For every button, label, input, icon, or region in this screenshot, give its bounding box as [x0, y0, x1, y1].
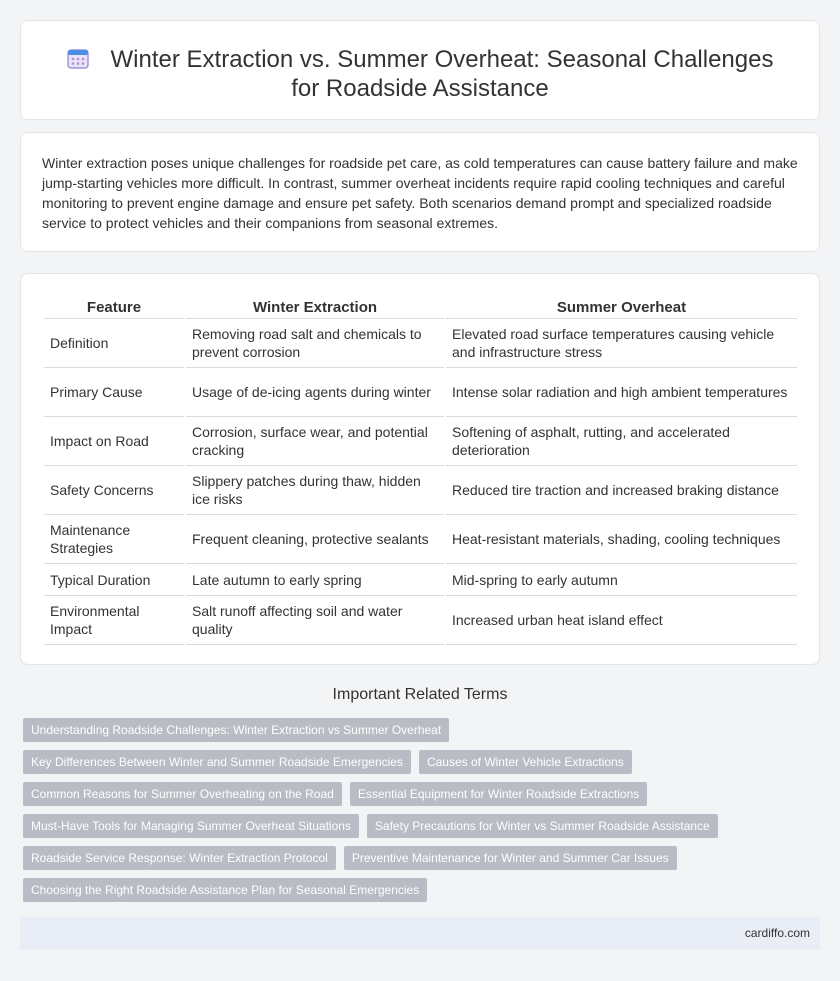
header-winter-extraction: Winter Extraction [186, 295, 444, 319]
related-term-tag[interactable]: Safety Precautions for Winter vs Summer Roadside Assistance [367, 814, 718, 838]
page-title-wrap [21, 45, 819, 103]
table-row [44, 417, 797, 466]
related-term-tag[interactable]: Choosing the Right Roadside Assistance Plan for Seasonal Emergencies [23, 878, 427, 902]
header-summer-overheat: Summer Overheat [446, 295, 797, 319]
table-cell: Intense solar radiation and high ambient temperatures [446, 368, 797, 417]
calendar-icon [67, 47, 89, 69]
table-row [44, 319, 797, 368]
related-term-tag[interactable]: Causes of Winter Vehicle Extractions [419, 750, 632, 774]
table-cell: Environmental Impact [44, 596, 184, 645]
table-row [44, 466, 797, 515]
footer-site-link[interactable]: cardiffo.com [744, 926, 810, 940]
related-term-tag[interactable]: Must-Have Tools for Managing Summer Overheat Situations [23, 814, 359, 838]
table-cell: Frequent cleaning, protective sealants [186, 515, 444, 564]
related-term-tag[interactable]: Understanding Roadside Challenges: Winter Extraction vs Summer Overheat [23, 718, 449, 742]
related-term-tag[interactable]: Key Differences Between Winter and Summer Roadside Emergencies [23, 750, 411, 774]
table-header-row [44, 295, 797, 319]
table-cell: Corrosion, surface wear, and potential cracking [186, 417, 444, 466]
table-cell: Maintenance Strategies [44, 515, 184, 564]
footer [20, 917, 820, 950]
table-cell: Mid-spring to early autumn [446, 564, 797, 596]
table-cell: Impact on Road [44, 417, 184, 466]
intro-card [20, 132, 820, 252]
table-cell: Typical Duration [44, 564, 184, 596]
page-title: Winter Extraction vs. Summer Overheat: Seasonal Challenges for Roadside Assistance [110, 46, 774, 102]
table-cell: Slippery patches during thaw, hidden ice risks [186, 466, 444, 515]
table-row [44, 515, 797, 564]
table-cell: Reduced tire traction and increased braking distance [446, 466, 797, 515]
related-term-tag[interactable]: Common Reasons for Summer Overheating on the Road [23, 782, 342, 806]
table-cell: Safety Concerns [44, 466, 184, 515]
intro-paragraph: Winter extraction poses unique challenges for roadside pet care, as cold temperatures can cause battery failure and make jump-starting vehicles more difficult. In contrast, summer overheat incidents require rapid cooling techniques and careful monitoring to prevent engine damage and ensure pet safety. Both scenarios demand prompt and specialized roadside service to protect vehicles and their companions from seasonal extremes. [42, 155, 798, 231]
table-row [44, 368, 797, 417]
related-term-tag[interactable]: Preventive Maintenance for Winter and Summer Car Issues [344, 846, 677, 870]
table-cell: Heat-resistant materials, shading, cooling techniques [446, 515, 797, 564]
table-cell: Primary Cause [44, 368, 184, 417]
table-cell: Usage of de-icing agents during winter [186, 368, 444, 417]
table-cell: Elevated road surface temperatures causing vehicle and infrastructure stress [446, 319, 797, 368]
table-cell: Removing road salt and chemicals to prevent corrosion [186, 319, 444, 368]
table-cell: Softening of asphalt, rutting, and accelerated deterioration [446, 417, 797, 466]
comparison-table-card [20, 273, 820, 665]
table-cell: Salt runoff affecting soil and water quality [186, 596, 444, 645]
table-row [44, 564, 797, 596]
related-term-tag[interactable]: Roadside Service Response: Winter Extraction Protocol [23, 846, 336, 870]
related-term-tag[interactable]: Essential Equipment for Winter Roadside Extractions [350, 782, 647, 806]
table-cell: Increased urban heat island effect [446, 596, 797, 645]
header-feature: Feature [44, 295, 184, 319]
header-card [20, 20, 820, 120]
related-terms-title: Important Related Terms [332, 686, 508, 703]
table-cell: Definition [44, 319, 184, 368]
table-row [44, 596, 797, 645]
related-terms-list [23, 718, 743, 910]
table-cell: Late autumn to early spring [186, 564, 444, 596]
comparison-table [42, 295, 799, 645]
